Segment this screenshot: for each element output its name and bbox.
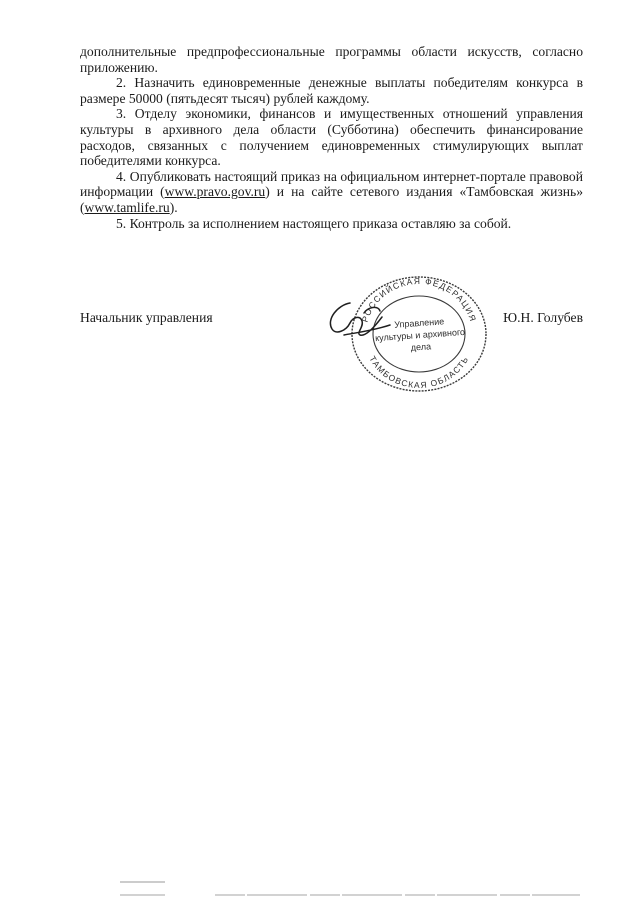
signature-block (80, 275, 583, 397)
paragraph-2: 2. Назначить единовременные денежные выплаты победителям конкурса в размере 50000 (пятьдесят тысяч) рублей каждому. (80, 75, 583, 106)
seal-center-line-1: Управление (393, 316, 445, 330)
paragraph-4-text-c: ). (169, 199, 178, 215)
footer-scan-artifacts (0, 880, 640, 900)
seal-center-line-3: дела (410, 341, 432, 353)
paragraph-1: дополнительные предпрофессиональные программы области искусств, согласно приложению. (80, 44, 583, 75)
handwritten-signature (320, 295, 400, 345)
paragraph-3: 3. Отделу экономики, финансов и имущественных отношений управления культуры в архивного дела области (Субботина) обеспечить финансирование расходов, связанных с получением единовременных стимулирующих выплат победителями конкурса. (80, 106, 583, 169)
seal-center-line-2: культуры и архивного (374, 326, 466, 344)
paragraph-4-text-b: ) и на сайте сетевого издания «Тамбовская жизнь» ( (80, 184, 583, 215)
paragraph-4 (80, 169, 583, 216)
seal-text-top: РОССИЙСКАЯ ФЕДЕРАЦИЯ (359, 275, 479, 324)
link-pravo[interactable]: www.pravo.gov.ru (164, 184, 266, 200)
seal-text-bottom: ТАМБОВСКАЯ ОБЛАСТЬ (367, 354, 471, 391)
signer-name: Ю.Н. Голубев (503, 310, 583, 325)
link-tamlife[interactable]: www.tamlife.ru (84, 199, 170, 215)
signer-title: Начальник управления (80, 310, 213, 325)
document-body (80, 44, 583, 231)
paragraph-4-text-a: 4. Опубликовать настоящий приказ на официальном интернет-портале правовой информации ( (80, 168, 583, 200)
paragraph-5: 5. Контроль за исполнением настоящего приказа оставляю за собой. (116, 215, 512, 231)
